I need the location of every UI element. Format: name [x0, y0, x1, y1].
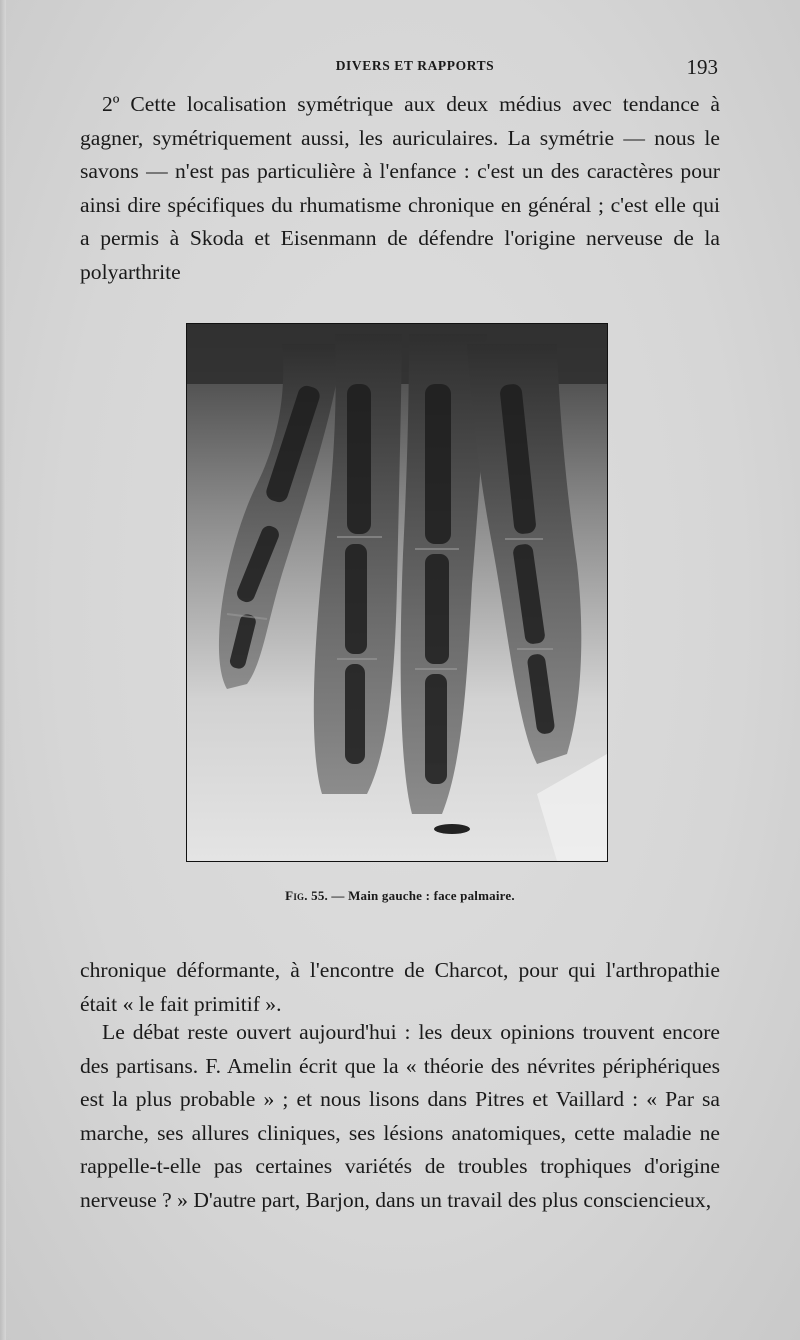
figure-caption: [80, 888, 720, 904]
page-edge-shadow: [0, 0, 6, 1340]
xray-hand-image: [186, 323, 608, 862]
figure-caption-text: — Main gauche : face palmaire.: [331, 888, 515, 903]
page-number: 193: [686, 55, 718, 79]
paragraph-2: chronique déformante, à l'encontre de Charcot, pour qui l'arthropathie était « le fait primitif ».: [80, 958, 720, 1016]
figure-label: Fig. 55.: [285, 888, 328, 903]
paragraph-1: 2º Cette localisation symétrique aux deux médius avec tendance à gagner, symétriquement aussi, les auriculaires. La symétrie — nous le savons — n'est pas particulière à l'enfance : c'est un des caractères pour ainsi dire spécifiques du rhumatisme chronique en général ; c'est elle qui a permis à Skoda et Eisenmann de défendre l'origine nerveuse de la polyarthrite: [80, 92, 720, 284]
paragraph-3: Le débat reste ouvert aujourd'hui : les deux opinions trouvent encore des partisans. F. Amelin écrit que la « théorie des névrites périphériques est la plus probable » ; et nous lisons dans Pitres et Vaillard : « Par sa marche, ses allures cliniques, ses lésions anatomiques, cette maladie ne rappelle-t-elle pas certaines variétés de troubles trophiques d'origine nerveuse ? » D'autre part, Barjon, dans un travail des plus consciencieux,: [80, 1020, 720, 1212]
running-head: DIVERS ET RAPPORTS: [335, 58, 495, 73]
page-header: [80, 56, 720, 82]
